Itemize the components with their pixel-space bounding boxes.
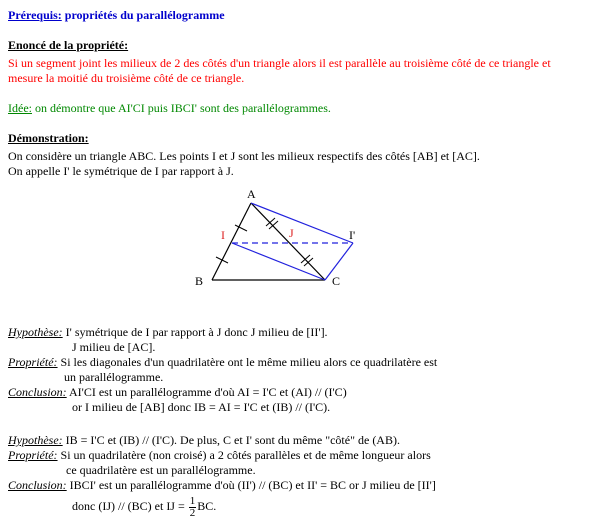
segment-ac <box>251 203 325 280</box>
block2-final-line <box>72 494 216 519</box>
segment-ab <box>212 203 251 280</box>
label-b: B <box>195 274 204 288</box>
block2-prop-text: Si un quadrilatère (non croisé) a 2 côtés parallèles et de même longueur alors <box>57 448 431 462</box>
tick-ib <box>216 257 228 263</box>
prerequis-line <box>8 8 225 22</box>
block2-conclusion <box>8 478 436 492</box>
block1-hyp-label: Hypothèse: <box>8 325 63 339</box>
demo-title: Démonstration: <box>8 131 89 145</box>
fraction-denominator: 2 <box>189 506 196 519</box>
block2-hypothesis <box>8 433 400 447</box>
block2-property <box>8 448 431 462</box>
block2-final-pre: donc (IJ) // (BC) et IJ = <box>72 499 188 513</box>
block1-conc-label: Conclusion: <box>8 385 67 399</box>
segment-ic <box>232 243 325 280</box>
label-j: J <box>289 226 294 240</box>
demo-line-1: On considère un triangle ABC. Les points I et J sont les milieux respectifs des côtés [AB] et [AC]. <box>8 149 480 163</box>
block1-prop-label: Propriété: <box>8 355 58 369</box>
triangle-figure <box>185 185 385 295</box>
block1-property <box>8 355 437 369</box>
block1-hyp-text: I' symétrique de I par rapport à J donc J milieu de [II']. <box>62 325 328 339</box>
block1-prop-text-2: un parallélogramme. <box>64 370 164 384</box>
block1-conc-text-2: or I milieu de [AB] donc IB = AI = I'C et (IB) // (I'C). <box>72 400 331 414</box>
label-c: C <box>332 274 341 288</box>
block1-hyp-text-2: J milieu de [AC]. <box>72 340 156 354</box>
one-half-fraction <box>189 496 197 519</box>
label-i: I <box>221 228 225 242</box>
statement-line-2: mesure la moitié du troisième côté de ce triangle. <box>8 71 245 85</box>
block1-conclusion <box>8 385 347 399</box>
idea-text: on démontre que AI'CI puis IBCI' sont des parallélogrammes. <box>31 101 331 115</box>
block1-conc-text: AI'CI est un parallélogramme d'où AI = I'C et (AI) // (I'C) <box>66 385 347 399</box>
idea-line <box>8 101 331 115</box>
block1-prop-text: Si les diagonales d'un quadrilatère ont le même milieu alors ce quadrilatère est <box>57 355 438 369</box>
block2-conc-label: Conclusion: <box>8 478 67 492</box>
block2-hyp-label: Hypothèse: <box>8 433 63 447</box>
idea-label: Idée: <box>8 101 32 115</box>
fraction-numerator: 1 <box>189 494 196 507</box>
segment-ai-prime <box>251 203 356 243</box>
demo-line-2: On appelle I' le symétrique de I par rapport à J. <box>8 164 234 178</box>
statement-line-1: Si un segment joint les milieux de 2 des côtés d'un triangle alors il est parallèle au troisième côté de ce triangle et <box>8 56 551 70</box>
block2-prop-label: Propriété: <box>8 448 58 462</box>
statement-title: Enoncé de la propriété: <box>8 38 129 52</box>
block2-hyp-text: IB = I'C et (IB) // (I'C). De plus, C et I' sont du même "côté" de (AB). <box>62 433 400 447</box>
block1-hypothesis <box>8 325 328 339</box>
block2-conc-text: IBCI' est un parallélogramme d'où (II') // (BC) et II' = BC or J milieu de [II'] <box>66 478 436 492</box>
block2-prop-text-2: ce quadrilatère est un parallélogramme. <box>66 463 256 477</box>
prerequis-text: propriétés du parallélogramme <box>61 8 225 22</box>
prerequis-label: Prérequis: <box>8 8 62 22</box>
label-i-prime: I' <box>349 228 356 242</box>
block2-final-post: BC. <box>197 499 217 513</box>
label-a: A <box>247 187 256 201</box>
